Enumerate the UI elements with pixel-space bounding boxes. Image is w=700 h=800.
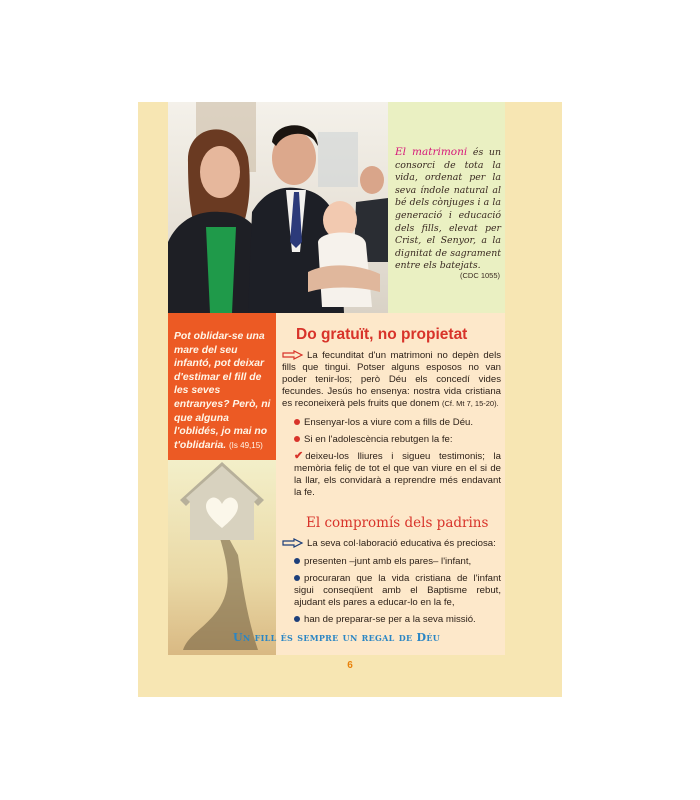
section1-bullet-1 — [294, 417, 501, 429]
sidebar-quote — [174, 330, 274, 452]
checkmark-icon: ✔ — [294, 450, 304, 462]
bullet-dot-icon — [294, 575, 300, 581]
quote-highlight: El matrimoni — [395, 146, 468, 158]
section1-intro-text: La fecunditat d'un matrimoni no depèn dels fills que tingui. Potser alguns esposos no van poder tenir-los; però Déu els concedí vides fecundes. Jesús ho ensenya: nostra vida cristiana es reconeixerà pels fruits que donem — [282, 350, 501, 409]
pointing-hand-icon — [282, 538, 304, 548]
quote-body: és un consorci de tota la vida, ordenat per la seva índole natural al bé dels cònjuges i a la generació i educació dels fills, elevat per Crist, el Senyor, a la dignitat de sagrament entre els batejats. — [395, 147, 501, 272]
section2-intro — [282, 538, 501, 550]
section1-title: Do gratuït, no propietat — [296, 326, 468, 343]
page-number: 6 — [347, 660, 353, 671]
house-heart-photo — [168, 460, 276, 655]
bullet-dot-icon — [294, 419, 300, 425]
section1-bullet-2-text: Si en l'adolescència rebutgen la fe: — [304, 434, 453, 445]
bullet-dot-icon — [294, 436, 300, 442]
family-photo — [168, 102, 388, 313]
section1-check-text: deixeu-los lliures i sigueu testimonis; la memòria feliç de tot el que van viure en el si de la llar, els convidarà a reprendre més endavant la fe. — [294, 451, 501, 498]
section2-intro-text: La seva col·laboració educativa és preciosa: — [307, 538, 496, 549]
section2-bullet-3-text: han de preparar-se per a la seva missió. — [304, 614, 476, 625]
quote-reference: (CDC 1055) — [459, 271, 500, 280]
sidebar-quote-text: Pot oblidar-se una mare del seu infantó, pot deixar d'estimar el fill de les seves entranyes? Però, ni que alguna l'oblidés, jo mai no t'oblidaria. — [174, 331, 271, 451]
marriage-quote — [395, 146, 501, 273]
house-heart-illustration — [168, 460, 276, 655]
section1-intro — [282, 350, 501, 410]
section2-bullet-3 — [294, 614, 501, 626]
sidebar-quote-ref: (Is 49,15) — [229, 440, 263, 450]
bullet-dot-icon — [294, 558, 300, 564]
section1-bullet-2 — [294, 434, 501, 446]
section2-bullet-1 — [294, 556, 501, 568]
pointing-hand-icon — [282, 350, 304, 360]
section1-check — [294, 451, 501, 499]
family-photo-illustration — [168, 102, 388, 313]
section1-intro-ref: (Cf. Mt 7, 15-20). — [441, 398, 499, 408]
section2-bullet-2 — [294, 573, 501, 609]
section2-title: El compromís dels padrins — [306, 515, 489, 531]
section2-bullet-1-text: presenten –junt amb els pares– l'infant, — [304, 556, 472, 567]
footer-title: Un fill és sempre un regal de Déu — [233, 631, 440, 644]
section2-bullet-2-text: procuraran que la vida cristiana de l'infant sigui conseqüent amb el Baptisme rebut, ajudant els pares a educar-lo en la fe, — [294, 573, 501, 608]
bullet-dot-icon — [294, 616, 300, 622]
section1-bullet-1-text: Ensenyar-los a viure com a fills de Déu. — [304, 417, 474, 428]
